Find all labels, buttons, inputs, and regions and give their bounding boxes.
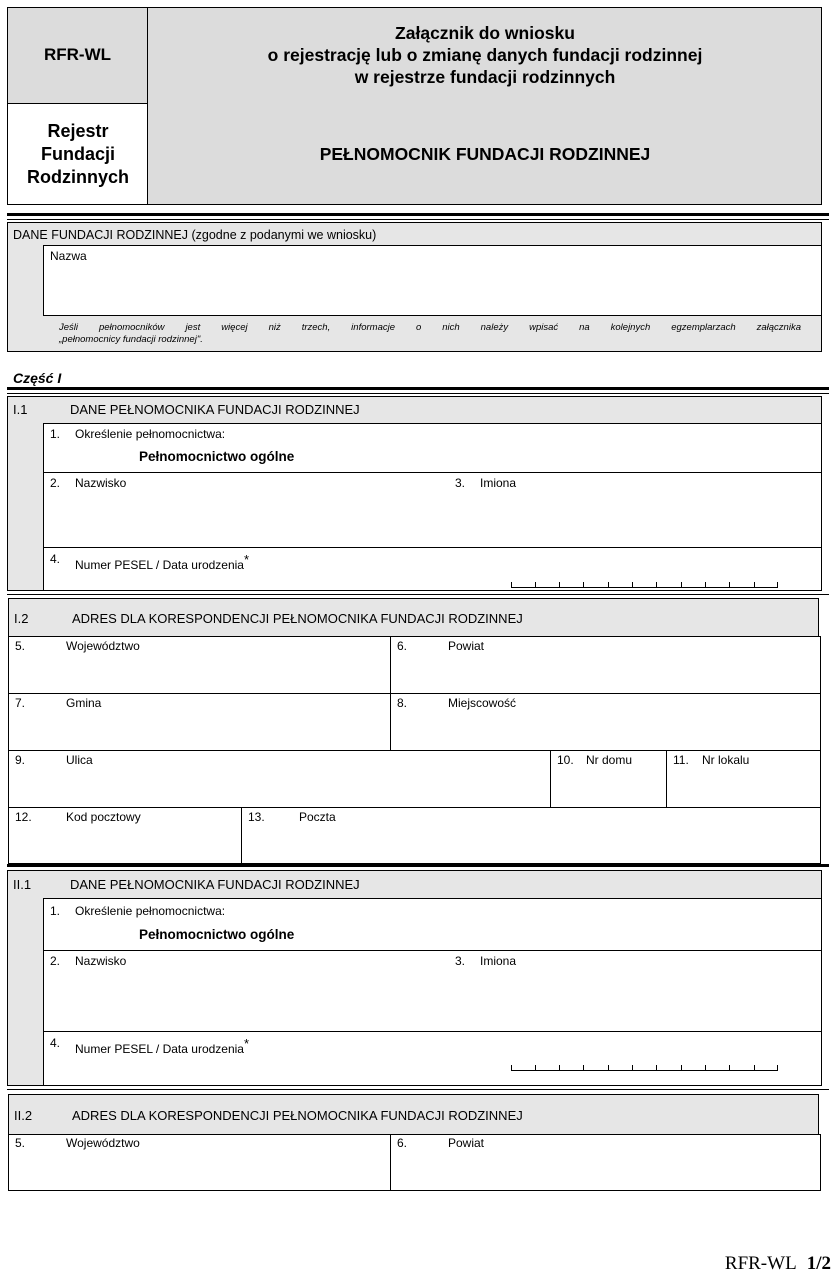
- address-1-section-num: I.2: [14, 611, 29, 626]
- attorney-1-surname-field[interactable]: 2. Nazwisko 3. Imiona: [43, 472, 822, 548]
- attorney-2-pesel-label: Numer PESEL / Data urodzenia*: [75, 1036, 250, 1056]
- attorney-2-section-num: II.1: [13, 877, 32, 892]
- footer-code: RFR-WL: [724, 1253, 796, 1274]
- note-line-2: „pełnomocnicy fundacji rodzinnej".: [59, 334, 203, 345]
- attorney-2-section-title: DANE PEŁNOMOCNIKA FUNDACJI RODZINNEJ: [70, 877, 360, 892]
- address-1-voivodeship-field[interactable]: 5. Województwo: [8, 636, 391, 694]
- street-label: Ulica: [66, 753, 93, 767]
- address-1-house-number-field[interactable]: 10. Nr domu: [550, 750, 667, 808]
- apartment-label: Nr lokalu: [702, 753, 750, 767]
- post-office-label: Poczta: [299, 810, 336, 824]
- attorney-1-pesel-boxes[interactable]: [511, 582, 778, 588]
- locality-label: Miejscowość: [448, 696, 517, 710]
- address-2-county-field[interactable]: 6. Powiat: [390, 1134, 821, 1191]
- title-line-1: Załącznik do wniosku: [395, 23, 575, 43]
- county-label: Powiat: [448, 1136, 485, 1150]
- attorney-2-pesel-field[interactable]: 4. Numer PESEL / Data urodzenia*: [43, 1031, 822, 1086]
- attorney-1-type-label: Określenie pełnomocnictwa:: [75, 427, 226, 441]
- postal-code-label: Kod pocztowy: [66, 810, 141, 824]
- registry-cell: [8, 103, 148, 204]
- voivodeship-label: Województwo: [66, 1136, 140, 1150]
- attorney-2-names-label: Imiona: [480, 954, 517, 968]
- form-title: [148, 22, 822, 88]
- attorney-1-type-value: Pełnomocnictwo ogólne: [139, 449, 295, 464]
- attorney-2-surname-label: Nazwisko: [75, 954, 127, 968]
- attorney-1-type-field[interactable]: 1. Określenie pełnomocnictwa: Pełnomocnictwo ogólne: [43, 423, 822, 473]
- address-2-section-title: ADRES DLA KORESPONDENCJI PEŁNOMOCNIKA FUNDACJI RODZINNEJ: [72, 1108, 523, 1123]
- attorney-1-pesel-label: Numer PESEL / Data urodzenia*: [75, 552, 250, 572]
- address-1-post-office-field[interactable]: 13. Poczta: [241, 807, 821, 864]
- attorney-1-names-label: Imiona: [480, 476, 517, 490]
- commune-label: Gmina: [66, 696, 102, 710]
- voivodeship-label: Województwo: [66, 639, 140, 653]
- title-line-2: o rejestrację lub o zmianę danych fundacji rodzinnej: [267, 45, 703, 65]
- address-1-apartment-field[interactable]: 11. Nr lokalu: [666, 750, 821, 808]
- form-subtitle: PEŁNOMOCNIK FUNDACJI RODZINNEJ: [319, 144, 651, 164]
- address-2-section-num: II.2: [14, 1108, 33, 1123]
- county-label: Powiat: [448, 639, 485, 653]
- foundation-note: [59, 322, 801, 346]
- attorney-2-type-label: Określenie pełnomocnictwa:: [75, 904, 226, 918]
- foundation-section-title: DANE FUNDACJI RODZINNEJ (zgodne z podanymi we wniosku): [13, 228, 377, 242]
- form-code: RFR-WL: [43, 45, 112, 64]
- address-1-commune-field[interactable]: 7. Gmina: [8, 693, 391, 751]
- address-2-voivodeship-field[interactable]: 5. Województwo: [8, 1134, 391, 1191]
- note-line-1: Jeśli pełnomocników jest więcej niż trzech, informacje o nich należy wpisać na kolejnych egzemplarzach załącznika: [59, 322, 801, 333]
- address-1-postal-code-field[interactable]: 12. Kod pocztowy: [8, 807, 242, 864]
- footer-page: 1/2: [806, 1253, 831, 1274]
- form-code-cell: [7, 7, 148, 103]
- attorney-1-surname-label: Nazwisko: [75, 476, 127, 490]
- address-1-county-field[interactable]: 6. Powiat: [390, 636, 821, 694]
- foundation-name-label: Nazwa: [50, 249, 87, 263]
- attorney-2-surname-field[interactable]: 2. Nazwisko 3. Imiona: [43, 950, 822, 1032]
- page-footer: [725, 1253, 831, 1275]
- foundation-name-field[interactable]: [43, 245, 822, 316]
- registry-name: Rejestr Fundacji Rodzinnych: [27, 120, 129, 187]
- attorney-1-pesel-field[interactable]: 4. Numer PESEL / Data urodzenia*: [43, 547, 822, 591]
- address-1-street-field[interactable]: 9. Ulica: [8, 750, 551, 808]
- house-number-label: Nr domu: [586, 753, 633, 767]
- attorney-2-pesel-boxes[interactable]: [511, 1065, 778, 1071]
- attorney-1-section-title: DANE PEŁNOMOCNIKA FUNDACJI RODZINNEJ: [70, 402, 360, 417]
- attorney-1-section-num: I.1: [13, 402, 28, 417]
- address-1-section-title: ADRES DLA KORESPONDENCJI PEŁNOMOCNIKA FUNDACJI RODZINNEJ: [72, 611, 523, 626]
- attorney-2-type-value: Pełnomocnictwo ogólne: [139, 927, 295, 942]
- title-line-3: w rejestrze fundacji rodzinnych: [354, 67, 616, 87]
- attorney-2-type-field[interactable]: 1. Określenie pełnomocnictwa: Pełnomocnictwo ogólne: [43, 898, 822, 951]
- address-1-locality-field[interactable]: 8. Miejscowość: [390, 693, 821, 751]
- part-label: Część I: [13, 370, 62, 386]
